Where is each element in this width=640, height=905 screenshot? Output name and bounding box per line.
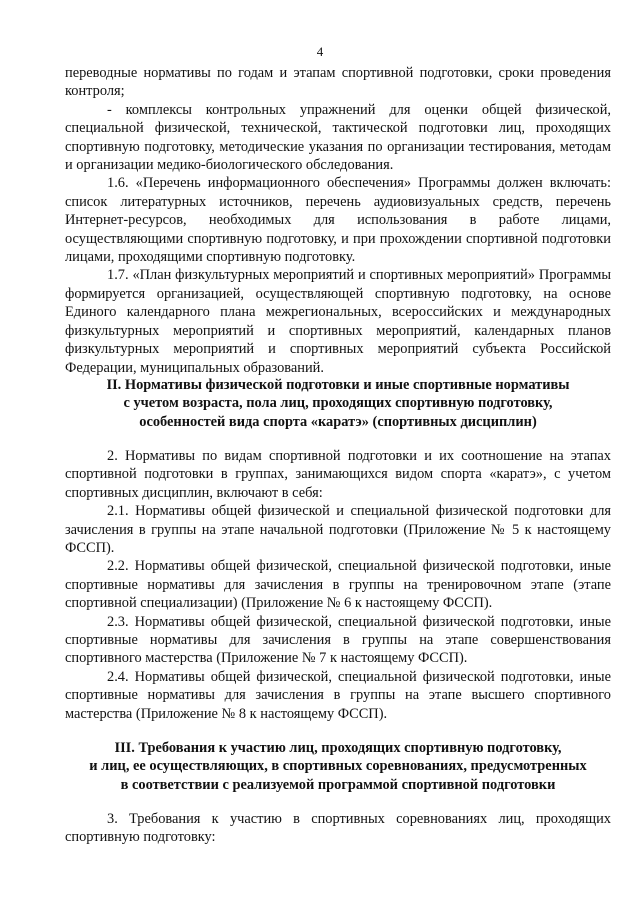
intro-paragraphs xyxy=(65,64,611,377)
paragraph: 3. Требования к участию в спортивных соревнованиях лиц, проходящих спортивную подготовку: xyxy=(65,811,611,846)
section-3-heading xyxy=(65,739,611,794)
section-2-body xyxy=(65,447,611,723)
section-3-body xyxy=(65,810,611,847)
paragraph: - комплексы контрольных упражнений для оценки общей физической, специальной физической, технической, тактической подготовки лиц, проходящих спортивную подготовку, методические указания по организации тестирования, методам и организации медико-биологического обследования. xyxy=(65,101,611,174)
heading-line: с учетом возраста, пола лиц, проходящих спортивную подготовку, xyxy=(123,395,553,412)
paragraph: 2. Нормативы по видам спортивной подготовки и их соотношение на этапах спортивной подготовки в группах, занимающихся видом спорта «каратэ», с учетом спортивных дисциплин, включают в себя: xyxy=(65,448,611,501)
page-number: 4 xyxy=(316,44,324,59)
paragraph: 2.3. Нормативы общей физической, специальной физической подготовки, иные спортивные нормативы для зачисления в группы на этапе совершенствования спортивного мастерства (Приложение № 7 к настоящему ФССП). xyxy=(65,613,611,667)
paragraph: 2.2. Нормативы общей физической, специальной физической подготовки, иные спортивные нормативы для зачисления в группы на тренировочном этапе (этапе спортивной специализации) (Приложение № 6 к настоящему ФССП). xyxy=(65,558,611,612)
paragraph: 2.1. Нормативы общей физической и специальной физической подготовки для зачисления в группы на этапе начальной подготовки (Приложение № 5 к настоящему ФССП). xyxy=(65,503,611,557)
heading-line: II. Нормативы физической подготовки и иные спортивные нормативы xyxy=(106,377,570,393)
heading-line: в соответствии с реализуемой программой спортивной подготовки xyxy=(120,776,556,793)
paragraph: 1.6. «Перечень информационного обеспечения» Программы должен включать: список литературных источников, перечень аудиовизуальных средств, перечень Интернет-ресурсов, необходимых для использования в работе лицами, осуществляющими спортивную подготовку, и при прохождении спортивной подготовки лицами, проходящими спортивную подготовку. xyxy=(65,175,611,266)
heading-line: III. Требования к участию лиц, проходящих спортивную подготовку, xyxy=(114,740,562,756)
heading-line: и лиц, ее осуществляющих, в спортивных соревнованиях, предусмотренных xyxy=(89,758,587,775)
paragraph: 2.4. Нормативы общей физической, специальной физической подготовки, иные спортивные нормативы для зачисления в группы на этапе высшего спортивного мастерства (Приложение № 8 к настоящему ФССП). xyxy=(65,668,611,722)
paragraph: 1.7. «План физкультурных мероприятий и спортивных мероприятий» Программы формируется организацией, осуществляющей спортивную подготовку, на основе Единого календарного плана межрегиональных, всероссийских и международных физкультурных мероприятий и спортивных мероприятий, календарных планов физкультурных мероприятий и спортивных мероприятий субъекта Российской Федерации, муниципальных образований. xyxy=(65,267,611,376)
section-2-heading xyxy=(65,376,611,431)
paragraph: переводные нормативы по годам и этапам спортивной подготовки, сроки проведения контроля; xyxy=(65,65,611,100)
heading-line: особенностей вида спорта «каратэ» (спортивных дисциплин) xyxy=(139,413,537,430)
